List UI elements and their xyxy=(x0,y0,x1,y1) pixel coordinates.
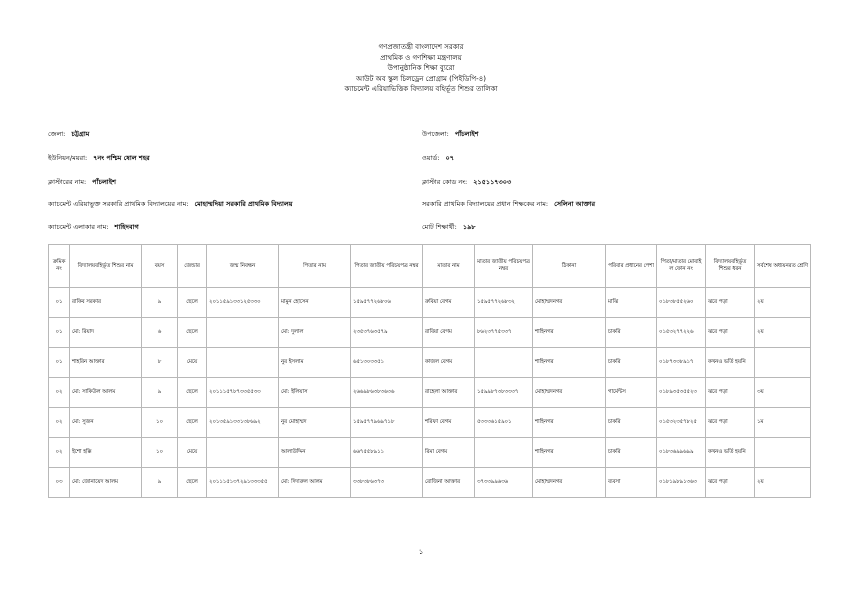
table-cell: ০১৮৯৩৫৩৫৫২৩ xyxy=(657,378,706,408)
table-row xyxy=(49,408,811,438)
table-cell: ঝরে পড়া xyxy=(706,378,755,408)
table-body xyxy=(49,288,811,498)
table-cell: ০১৮৩৮৫৫২৬০ xyxy=(657,288,706,318)
table-cell: ছেলে xyxy=(178,408,207,438)
table-cell: ২য় xyxy=(755,288,811,318)
table-header-row xyxy=(49,245,811,288)
col-header: মাতার নাম xyxy=(423,245,475,288)
table-cell: মো: রিয়াদ xyxy=(70,318,142,348)
table-cell: মোহাম্মদনগর xyxy=(533,288,606,318)
col-header: ক্রমিক নং xyxy=(49,245,70,288)
table-cell: রুবিয়া বেগম xyxy=(423,288,475,318)
table-cell: চাকরি xyxy=(606,438,657,468)
table-cell: ০১৮১৯৮৯১৩৬৩ xyxy=(657,468,706,498)
table-cell: ৬ xyxy=(142,318,178,348)
head-teacher-value: সেলিনা আক্তার xyxy=(554,200,596,208)
table-cell: ৫৩৩৩৬১৫৯০১ xyxy=(475,408,533,438)
cluster-code-info: ক্লাস্টার কোড নং: ২১৫১১৭৩০৩ xyxy=(422,178,512,186)
table-cell: ঝরে পড়া xyxy=(706,408,755,438)
table-cell: ২০১১১৫৭৮৭৩৩৫৫৩৩ xyxy=(207,378,279,408)
col-header: বিদ্যালয়বহির্ভূত শিশুর নাম xyxy=(70,245,142,288)
table-row xyxy=(49,348,811,378)
table-cell: রাকিব সরকার xyxy=(70,288,142,318)
table-cell: ব্যবসা xyxy=(606,468,657,498)
table-cell: রোজিনা আক্তার xyxy=(423,468,475,498)
upazila-value: পাঁচলাইশ xyxy=(454,130,479,138)
table-cell: চাকরি xyxy=(606,318,657,348)
table-cell: ২৬৬৯৮৬৩৮৩৬৩৬ xyxy=(351,378,423,408)
table-cell: ছেলে xyxy=(178,288,207,318)
col-header: পিতার জাতীয় পরিচয়পত্র নম্বর xyxy=(351,245,423,288)
table-cell: মেয়ে xyxy=(178,348,207,378)
table-cell: মামুন হোসেন xyxy=(279,288,351,318)
table-cell: ০১৮৩৬৯৯৬৯৯ xyxy=(657,438,706,468)
table-cell: ঝরে পড়া xyxy=(706,468,755,498)
table-row xyxy=(49,288,811,318)
table-cell: চাকরি xyxy=(606,408,657,438)
table-cell xyxy=(207,438,279,468)
upazila-info: উপজেলা: পাঁচলাইশ xyxy=(422,130,479,138)
table-cell: চাকরি xyxy=(606,348,657,378)
table-cell: শাহিনগর xyxy=(533,348,606,378)
table-cell: ০৩ xyxy=(49,468,70,498)
table-cell xyxy=(475,348,533,378)
cluster-info: ক্লাস্টারের নাম: পাঁচলাইশ xyxy=(48,178,116,186)
table-cell: ০১৮৭৩৩৮৯১৭ xyxy=(657,348,706,378)
school-value: মোহাম্মদিয়া সরকারি প্রাথমিক বিদ্যালয় xyxy=(194,200,293,208)
table-cell: ২য় xyxy=(755,318,811,348)
head-teacher-info: সরকারি প্রাথমিক বিদ্যালয়ের প্রধান শিক্ষকের নাম: সেলিনা আক্তার xyxy=(422,200,596,208)
table-cell: নুর মোহাম্মদ xyxy=(279,408,351,438)
table-cell: ১৫৯৫৭৭৯৬৯৭১৮ xyxy=(351,408,423,438)
table-cell: গার্মেন্টস xyxy=(606,378,657,408)
table-cell: ৬৫১৩০৩৩৫১ xyxy=(351,348,423,378)
header-line-5: ক্যাচমেন্ট এরিয়াভিত্তিক বিদ্যালয় বহির্ভূত শিশুর তালিকা xyxy=(344,85,498,93)
header-line-4: আউট অব স্কুল চিলড্রেন প্রোগ্রাম (পিইডিপি-৪) xyxy=(356,74,486,83)
col-header: বয়স xyxy=(142,245,178,288)
ward-value: ০৭ xyxy=(445,154,454,162)
union-value: ৭নং পশ্চিম ষোল শহর xyxy=(93,154,150,162)
cluster-code-value: ২১৫১১৭৩০৩ xyxy=(473,178,512,186)
table-cell xyxy=(475,438,533,468)
table-cell: ১৫৯৫৭৭২৬৮০৬ xyxy=(351,288,423,318)
cluster-value: পাঁচলাইশ xyxy=(92,178,116,186)
table-cell: ০২ xyxy=(49,438,70,468)
table-cell: কাজল বেগম xyxy=(423,348,475,378)
table-cell: ১০ xyxy=(142,408,178,438)
table-cell: ০১ xyxy=(49,288,70,318)
header-line-1: গণপ্রজাতন্ত্রী বাংলাদেশ সরকার xyxy=(378,43,464,51)
table-cell: মো: ইলিয়াস xyxy=(279,378,351,408)
school-info: ক্যাচমেন্ট এরিয়াভুক্ত সরকারি প্রাথমিক বিদ্যালয়ের নাম: মোহাম্মদিয়া সরকারি প্রাথমিক বিদ্যালয় xyxy=(48,200,293,208)
col-header: ঠিকানা xyxy=(533,245,606,288)
district-value: চট্টগ্রাম xyxy=(71,130,90,138)
table-cell: শাহিনগর xyxy=(533,438,606,468)
table-cell: ৮ xyxy=(142,348,178,378)
table-cell: ইশো হক্কি xyxy=(70,438,142,468)
table-cell: ০২ xyxy=(49,378,70,408)
col-header: সর্বশেষ অধ্যয়নরত শ্রেণি xyxy=(755,245,811,288)
ward-info: ওয়ার্ড: ০৭ xyxy=(422,154,454,162)
table-cell: ২০১১৫৯১৩৩১২৫৩৩০ xyxy=(207,288,279,318)
area-info: ক্যাচমেন্ট এলাকার নাম: শাহিদবাগ xyxy=(48,223,139,231)
table-cell: ০২ xyxy=(49,408,70,438)
table-cell xyxy=(207,348,279,378)
col-header: জন্ম নিবন্ধন xyxy=(207,245,279,288)
table-cell: ৬৬৭৫৫৮৯১১ xyxy=(351,438,423,468)
table-cell: ৩য় xyxy=(755,378,811,408)
table-cell xyxy=(207,318,279,348)
col-header: পিতার নাম xyxy=(279,245,351,288)
table-cell: ৯ xyxy=(142,288,178,318)
table-cell xyxy=(755,438,811,468)
table-cell: মোহাম্মদনগর xyxy=(533,378,606,408)
table-cell: ছেলে xyxy=(178,468,207,498)
total-value: ১৯৮ xyxy=(462,223,476,231)
col-header: পিতা/মাতার মোবাইল ফোন নং xyxy=(657,245,706,288)
col-header: জেন্ডার xyxy=(178,245,207,288)
table-cell: ২০১১১৫১৩৭২৯১৩৩৩৫৫ xyxy=(207,468,279,498)
table-cell: ২৩৫৩৭৬৩৫৭৯ xyxy=(351,318,423,348)
table-cell: শরিফা বেগম xyxy=(423,408,475,438)
table-cell: মো: দুলাল xyxy=(279,318,351,348)
table-cell: ৯ xyxy=(142,378,178,408)
table-cell: মেয়ে xyxy=(178,438,207,468)
table-cell: ৩৩৮৩৮৬৩৭৩ xyxy=(351,468,423,498)
table-row xyxy=(49,468,811,498)
table-cell: শাহিনগর xyxy=(533,408,606,438)
table-cell: ২০১৩৫৯১৩৩১৩৮৬৯২ xyxy=(207,408,279,438)
table-cell: ০১ xyxy=(49,348,70,378)
total-info: মোট শিক্ষার্থী: ১৯৮ xyxy=(422,223,476,231)
col-header: পরিবার প্রধানের পেশা xyxy=(606,245,657,288)
table-cell: শাহরিন আক্তার xyxy=(70,348,142,378)
table-cell: রাবিয়া বেগম xyxy=(423,318,475,348)
table-cell: কখনও ভর্তি হয়নি xyxy=(706,348,755,378)
table-cell: মো: সুজন xyxy=(70,408,142,438)
area-value: শাহিদবাগ xyxy=(114,223,139,231)
district-info: জেলা: চট্টগ্রাম xyxy=(48,130,90,138)
table-cell: মো: জোনায়েদ আলম xyxy=(70,468,142,498)
table-cell: ৮৬২৩৭৭৫৩৩৭ xyxy=(475,318,533,348)
table-cell: ছেলে xyxy=(178,318,207,348)
table-cell: মোহাম্মদনগর xyxy=(533,468,606,498)
table-row xyxy=(49,318,811,348)
table-cell: নুর ইসলাম xyxy=(279,348,351,378)
header-line-2: প্রাথমিক ও গণশিক্ষা মন্ত্রণালয় xyxy=(380,53,462,62)
table-cell: শাহিনগর xyxy=(533,318,606,348)
table-cell: মো: সাকিউল আলম xyxy=(70,378,142,408)
table-cell: ৩৭৩৩৯৯৬৩৬ xyxy=(475,468,533,498)
union-info: ইউনিয়ন/ময়রা: ৭নং পশ্চিম ষোল শহর xyxy=(48,154,150,162)
table-row xyxy=(49,378,811,408)
table-cell: রিমা বেগম xyxy=(423,438,475,468)
table-cell: ০১৫৩২৭৭২২৬ xyxy=(657,318,706,348)
table-cell: ঝরে পড়া xyxy=(706,288,755,318)
table-cell: ছেলে xyxy=(178,378,207,408)
table-cell: মাঝি xyxy=(606,288,657,318)
page-number: ১ xyxy=(418,548,424,556)
table-cell: ১৫৯৫৭৭২৬৮৩২ xyxy=(475,288,533,318)
table-cell: ০১৫৩২৩৫৭৮২৫ xyxy=(657,408,706,438)
table-row xyxy=(49,438,811,468)
table-cell: ১ম xyxy=(755,408,811,438)
table-cell: আলাউদ্দিন xyxy=(279,438,351,468)
col-header: মাতার জাতীয় পরিচয়পত্র নম্বর xyxy=(475,245,533,288)
table-cell: ১৫৯৯৮৭৩৮৩৩৩৭ xyxy=(475,378,533,408)
table-cell: ঝরে পড়া xyxy=(706,318,755,348)
table-cell xyxy=(755,348,811,378)
table-cell: মো: দিদারুল আলম xyxy=(279,468,351,498)
table-cell: কখনও ভর্তি হয়নি xyxy=(706,438,755,468)
header-line-3: উপানুষ্ঠানিক শিক্ষা ব্যুরো xyxy=(387,64,455,72)
document-header xyxy=(0,42,842,95)
table-cell: ১০ xyxy=(142,438,178,468)
col-header: বিদ্যালয়বহির্ভূত শিশুর ধরন xyxy=(706,245,755,288)
table-cell: ০১ xyxy=(49,318,70,348)
table-cell: ২য় xyxy=(755,468,811,498)
table-cell: রাহেলা আক্তার xyxy=(423,378,475,408)
table-cell: ৯ xyxy=(142,468,178,498)
children-table xyxy=(48,244,811,498)
